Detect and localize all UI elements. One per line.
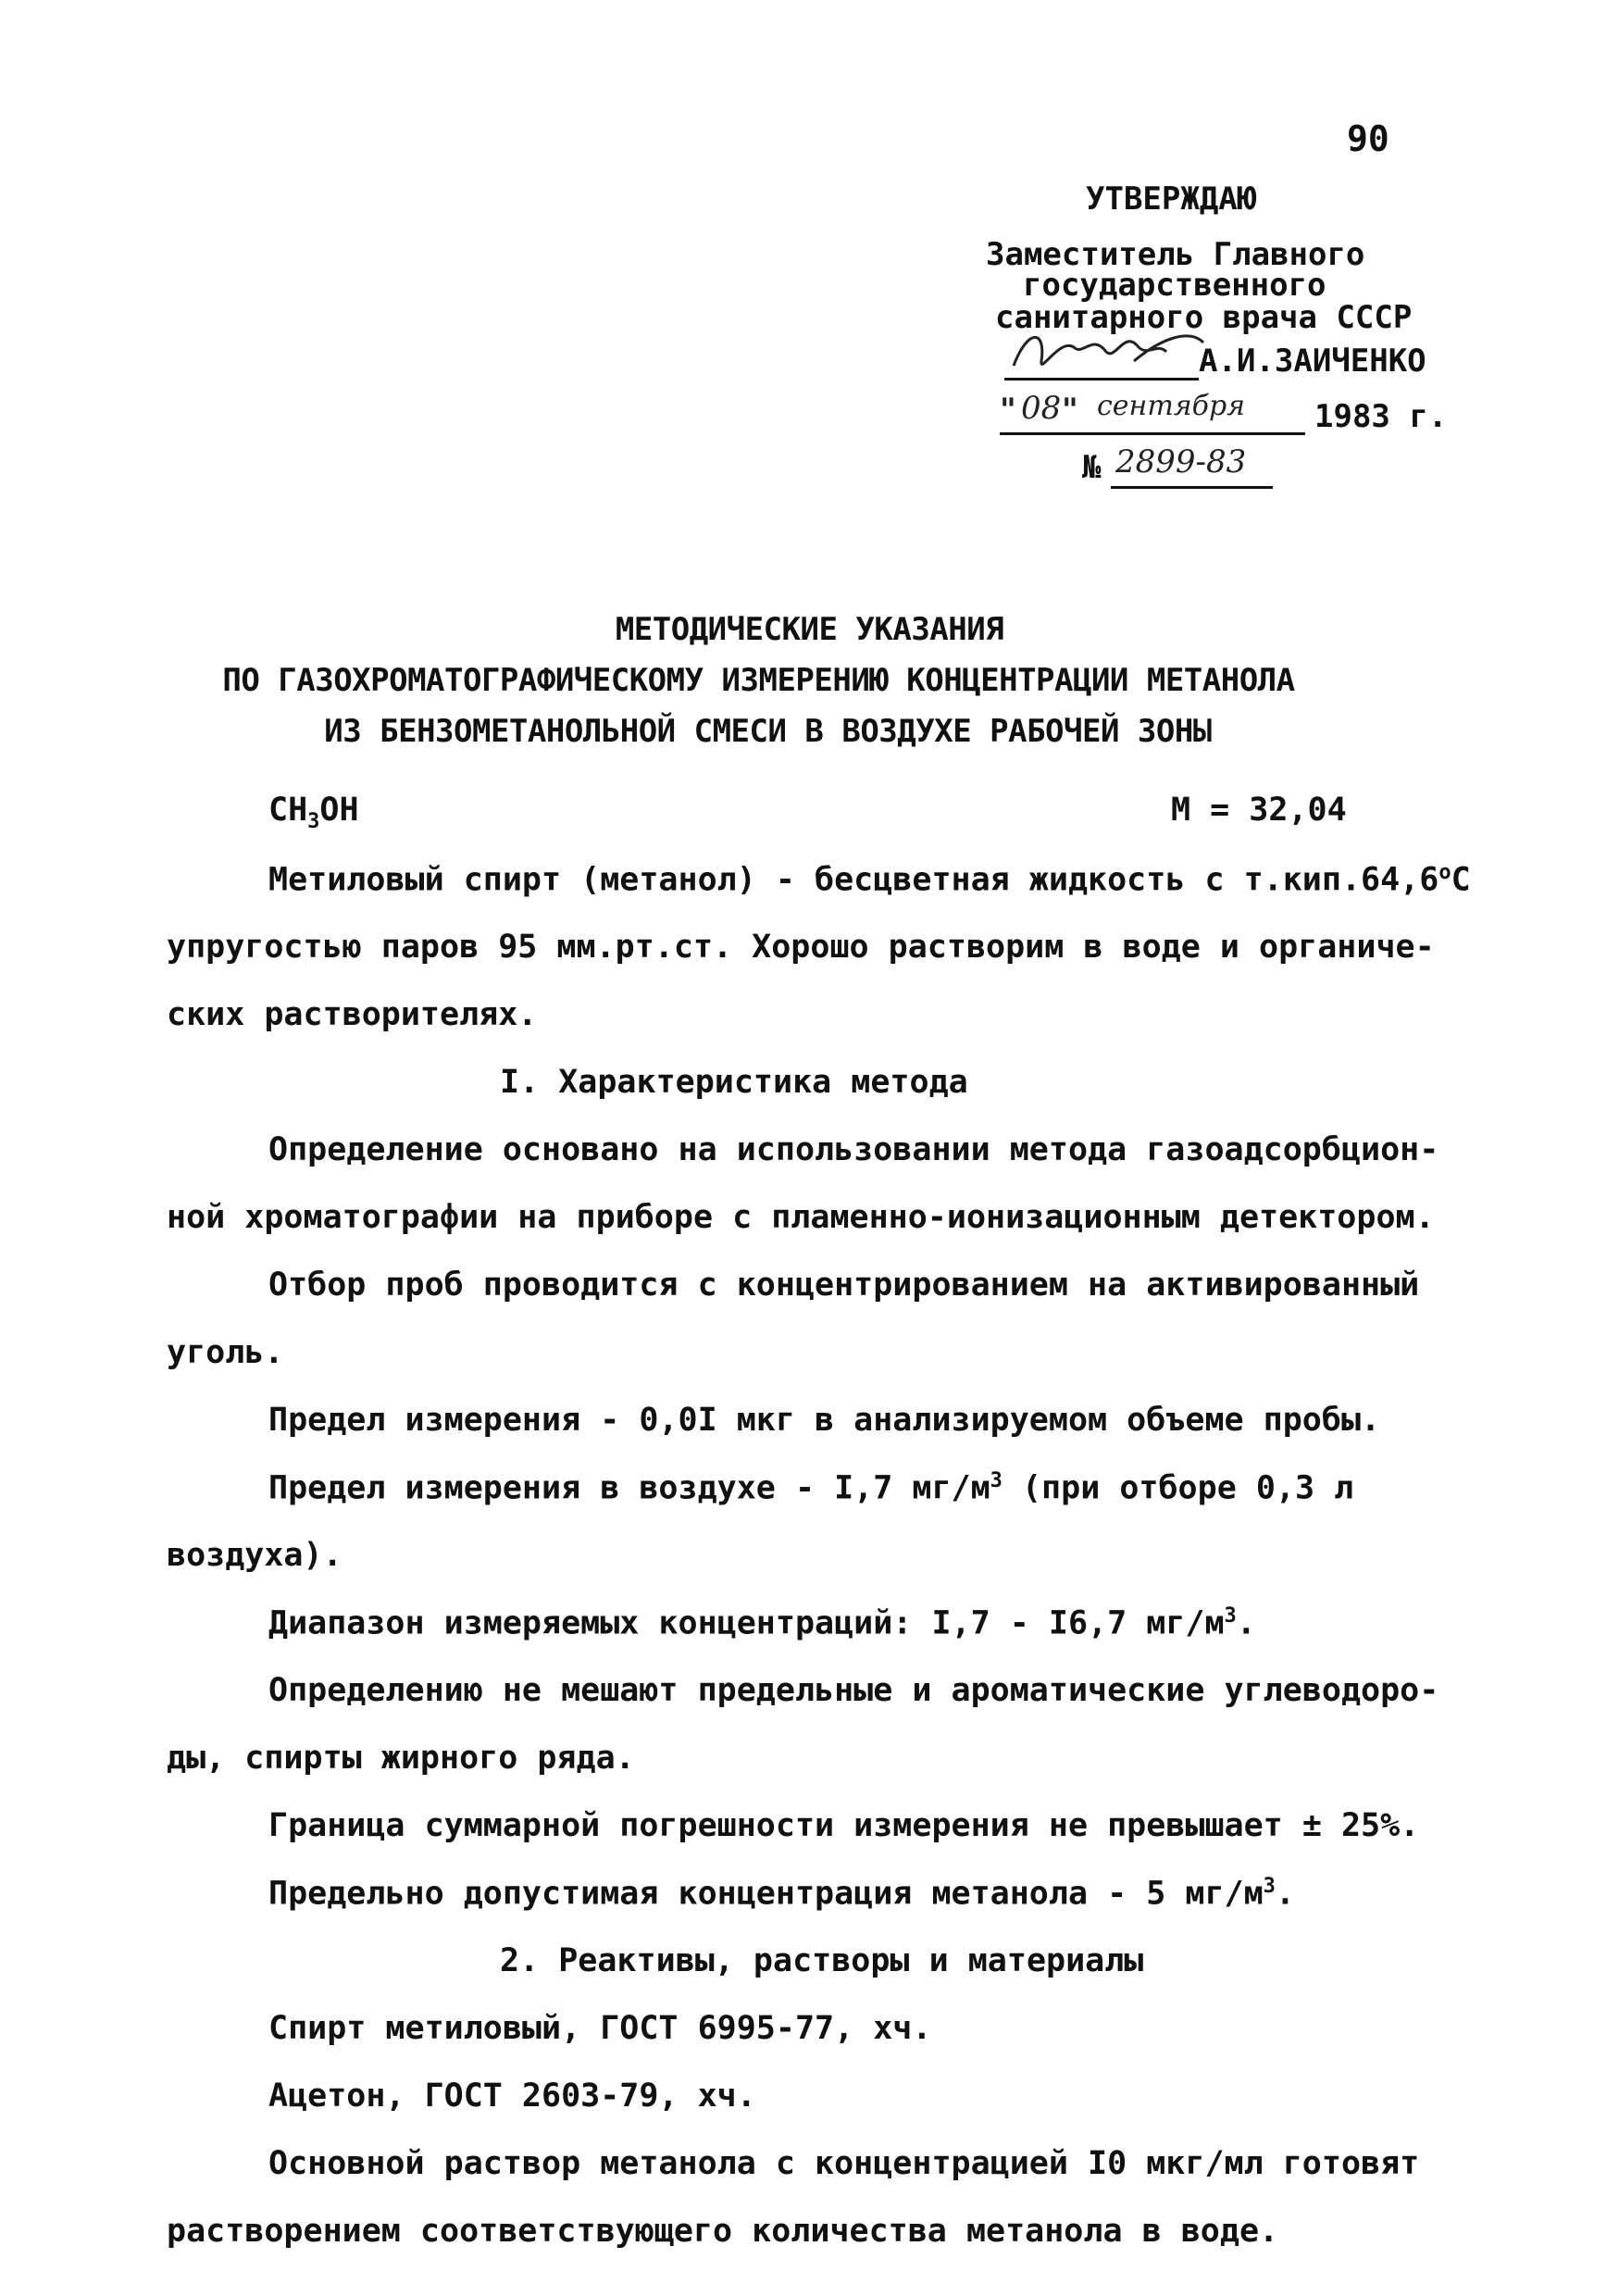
paragraph-3-line-1: Отбор проб проводится с концентрированием на активированный bbox=[268, 1267, 1420, 1304]
approval-position-line3: санитарного врача СССР bbox=[995, 299, 1413, 336]
section-1-heading: I. Характеристика метода bbox=[500, 1064, 968, 1101]
paragraph-2-line-1: Определение основано на использовании метода газоадсорбцион- bbox=[268, 1131, 1439, 1168]
title-line3: ИЗ БЕНЗОМЕТАНОЛЬНОЙ СМЕСИ В ВОЗДУХЕ РАБОЧЕЙ ЗОНЫ bbox=[324, 713, 1212, 750]
molar-mass: М = 32,04 bbox=[1171, 792, 1347, 829]
paragraph-4: Предел измерения - 0,0I мкг в анализируемом объеме пробы. bbox=[268, 1402, 1381, 1439]
paragraph-10-line-1: Основной раствор метанола с концентрацией I0 мкг/мл готовят bbox=[268, 2145, 1420, 2182]
date-open-quote: " bbox=[1000, 392, 1016, 429]
paragraph-1-line-2: упругостью паров 95 мм.рт.ст. Хорошо растворим в воде и органиче- bbox=[167, 929, 1435, 966]
signature-underline bbox=[1004, 378, 1199, 381]
date-year: 1983 г. bbox=[1314, 398, 1448, 435]
paragraph-7-line-1: Определению не мешают предельные и ароматические углеводоро- bbox=[268, 1672, 1439, 1709]
paragraph-5-line-1: Предел измерения в воздухе - I,7 $мг/м^3$ (при отборе 0,3 л bbox=[268, 1469, 1354, 1507]
approval-position-line2: государственного bbox=[1023, 267, 1326, 304]
reagent-item-2: Ацетон, ГОСТ 2603-79, хч. bbox=[268, 2078, 756, 2115]
date-day: 08 bbox=[1021, 390, 1062, 427]
date-close-quote: " bbox=[1062, 392, 1078, 429]
paragraph-6: Диапазон измеряемых концентраций: I,7 - I6,7 $мг/м^3$. bbox=[268, 1604, 1256, 1642]
approver-name: А.И.ЗАИЧЕНКО bbox=[1199, 343, 1426, 380]
approval-heading: УТВЕРЖДАЮ bbox=[1086, 181, 1257, 218]
title-line2: ПО ГАЗОХРОМАТОГРАФИЧЕСКОМУ ИЗМЕРЕНИЮ КОНЦЕНТРАЦИИ МЕТАНОЛА bbox=[222, 662, 1295, 699]
paragraph-3-line-2: уголь. bbox=[167, 1334, 284, 1371]
number-sign: № bbox=[1082, 449, 1102, 486]
paragraph-2-line-2: ной хроматографии на приборе с пламенно-ионизационным детектором. bbox=[167, 1199, 1435, 1236]
page-number: 90 bbox=[1347, 119, 1389, 159]
registration-number: 2899-83 bbox=[1115, 443, 1247, 480]
signature-mark bbox=[1004, 319, 1217, 384]
paragraph-1-line-3: ских растворителях. bbox=[167, 996, 538, 1033]
paragraph-1-line-1: Метиловый спирт (метанол) - бесцветная жидкость с т.кип.64,6$^o$С bbox=[268, 861, 1471, 899]
reagent-item-1: Спирт метиловый, ГОСТ 6995-77, хч. bbox=[268, 2010, 932, 2047]
paragraph-5-line-2: воздуха). bbox=[167, 1537, 342, 1574]
paragraph-7-line-2: ды, спирты жирного ряда. bbox=[167, 1740, 635, 1777]
title-line1: МЕТОДИЧЕСКИЕ УКАЗАНИЯ bbox=[615, 611, 1004, 648]
date-underline bbox=[1000, 432, 1305, 435]
approval-position-line1: Заместитель Главного bbox=[986, 236, 1365, 273]
number-underline bbox=[1111, 486, 1273, 489]
date-month: сентября bbox=[1097, 390, 1246, 422]
chemical-formula: $CH_3OH$ bbox=[268, 792, 359, 833]
paragraph-9: Предельно допустимая концентрация метанола - 5 $мг/м^3$. bbox=[268, 1875, 1295, 1913]
paragraph-10-line-2: растворением соответствующего количества метанола в воде. bbox=[167, 2213, 1279, 2250]
paragraph-8: Граница суммарной погрешности измерения не превышает ± 25%. bbox=[268, 1807, 1420, 1844]
section-2-heading: 2. Реактивы, растворы и материалы bbox=[500, 1942, 1144, 1979]
